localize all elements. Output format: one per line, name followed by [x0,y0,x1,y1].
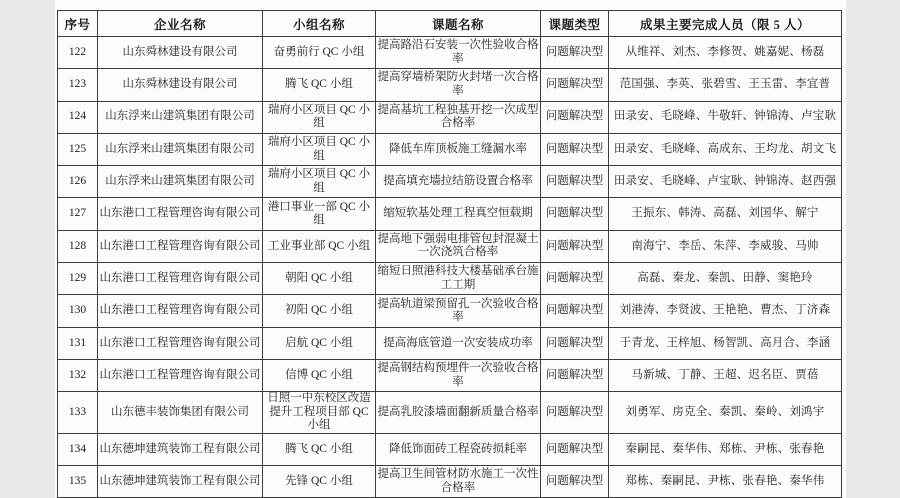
cell-topic-name: 提高轨道梁预留孔一次验收合格率 [376,295,541,327]
cell-topic-name: 提高穿墙桥架防火封堵一次合格率 [376,69,541,101]
cell-company-name: 山东港口工程管理咨询有限公司 [98,327,263,359]
table-row [58,327,842,359]
qc-results-table [57,10,842,498]
cell-serial-number: 129 [58,263,98,295]
cell-company-name: 山东德丰装饰集团有限公司 [98,392,263,434]
cell-topic-type: 问题解决型 [541,433,609,465]
document-page [55,0,846,498]
col-header-company-name: 企业名称 [98,11,263,37]
table-row [58,433,842,465]
cell-serial-number: 126 [58,166,98,198]
cell-members: 刘港涛、李贤波、王艳艳、曹杰、丁济森 [609,295,842,327]
cell-group-name: 先锋 QC 小组 [263,466,376,498]
cell-group-name: 工业事业部 QC 小组 [263,230,376,262]
cell-topic-type: 问题解决型 [541,295,609,327]
table-row [58,263,842,295]
cell-company-name: 山东港口工程管理咨询有限公司 [98,359,263,391]
cell-topic-type: 问题解决型 [541,359,609,391]
cell-topic-type: 问题解决型 [541,37,609,69]
table-row [58,198,842,230]
cell-serial-number: 128 [58,230,98,262]
cell-group-name: 初阳 QC 小组 [263,295,376,327]
cell-topic-type: 问题解决型 [541,230,609,262]
cell-topic-name: 提高乳胶漆墙面翻新质量合格率 [376,392,541,434]
cell-serial-number: 127 [58,198,98,230]
col-header-group-name: 小组名称 [263,11,376,37]
cell-members: 田录安、毛晓峰、卢宝耿、钟锦涛、赵西强 [609,166,842,198]
cell-group-name: 港口事业一部 QC 小组 [263,198,376,230]
cell-topic-name: 提高钢结构预埋件一次验收合格率 [376,359,541,391]
cell-group-name: 朝阳 QC 小组 [263,263,376,295]
table-row [58,69,842,101]
cell-company-name: 山东港口工程管理咨询有限公司 [98,295,263,327]
table-row [58,166,842,198]
cell-group-name: 瑞府小区项目 QC 小组 [263,101,376,133]
table-row [58,230,842,262]
cell-topic-name: 提高海底管道一次安装成功率 [376,327,541,359]
cell-members: 于青龙、王梓旭、杨智凯、高月合、李涵 [609,327,842,359]
cell-serial-number: 134 [58,433,98,465]
cell-company-name: 山东舜林建设有限公司 [98,69,263,101]
cell-topic-type: 问题解决型 [541,392,609,434]
cell-topic-type: 问题解决型 [541,133,609,165]
cell-group-name: 信博 QC 小组 [263,359,376,391]
cell-topic-type: 问题解决型 [541,327,609,359]
cell-topic-name: 降低车库顶板施工缝漏水率 [376,133,541,165]
cell-serial-number: 125 [58,133,98,165]
table-row [58,101,842,133]
col-header-topic-type: 课题类型 [541,11,609,37]
cell-company-name: 山东港口工程管理咨询有限公司 [98,198,263,230]
cell-serial-number: 133 [58,392,98,434]
cell-serial-number: 132 [58,359,98,391]
cell-serial-number: 122 [58,37,98,69]
cell-topic-name: 提高填充墙拉结筋设置合格率 [376,166,541,198]
cell-serial-number: 135 [58,466,98,498]
col-header-serial-number: 序号 [58,11,98,37]
cell-members: 从维祥、刘杰、李修贺、姚嘉妮、杨磊 [609,37,842,69]
cell-topic-type: 问题解决型 [541,263,609,295]
cell-group-name: 日照一中东校区改造提升工程项目部 QC 小组 [263,392,376,434]
cell-topic-name: 缩短软基处理工程真空恒载期 [376,198,541,230]
cell-group-name: 启航 QC 小组 [263,327,376,359]
cell-company-name: 山东浮来山建筑集团有限公司 [98,133,263,165]
cell-serial-number: 130 [58,295,98,327]
cell-company-name: 山东舜林建设有限公司 [98,37,263,69]
cell-topic-type: 问题解决型 [541,466,609,498]
col-header-members: 成果主要完成人员（限 5 人） [609,11,842,37]
table-row [58,295,842,327]
cell-members: 田录安、毛晓峰、牛敬轩、钟锦涛、卢宝耿 [609,101,842,133]
header-row [58,11,842,37]
cell-members: 田录安、毛晓峰、高成东、王均龙、胡文飞 [609,133,842,165]
cell-group-name: 奋勇前行 QC 小组 [263,37,376,69]
cell-serial-number: 124 [58,101,98,133]
cell-topic-type: 问题解决型 [541,69,609,101]
cell-members: 秦嗣昆、秦华伟、郑栋、尹栋、张春艳 [609,433,842,465]
cell-company-name: 山东德坤建筑装饰工程有限公司 [98,466,263,498]
cell-group-name: 瑞府小区项目 QC 小组 [263,166,376,198]
cell-members: 南海宁、李岳、朱萍、李威骏、马帅 [609,230,842,262]
col-header-topic-name: 课题名称 [376,11,541,37]
cell-company-name: 山东港口工程管理咨询有限公司 [98,230,263,262]
table-row [58,466,842,498]
cell-members: 马新城、丁静、王超、迟名臣、贾蓓 [609,359,842,391]
cell-serial-number: 123 [58,69,98,101]
table-row [58,392,842,434]
cell-company-name: 山东德坤建筑装饰工程有限公司 [98,433,263,465]
cell-members: 刘勇军、房克全、秦凯、秦岭、刘鸿宇 [609,392,842,434]
table-row [58,37,842,69]
cell-members: 郑栋、秦嗣昆、尹栋、张春艳、秦华伟 [609,466,842,498]
cell-topic-type: 问题解决型 [541,101,609,133]
cell-serial-number: 131 [58,327,98,359]
cell-company-name: 山东浮来山建筑集团有限公司 [98,101,263,133]
cell-topic-name: 缩短日照港科技大楼基础承台施工工期 [376,263,541,295]
cell-group-name: 瑞府小区项目 QC 小组 [263,133,376,165]
cell-topic-name: 提高基坑工程独基开挖一次成型合格率 [376,101,541,133]
cell-topic-type: 问题解决型 [541,166,609,198]
cell-company-name: 山东浮来山建筑集团有限公司 [98,166,263,198]
table-row [58,133,842,165]
cell-group-name: 腾飞 QC 小组 [263,433,376,465]
cell-topic-name: 提高卫生间管材防水施工一次性合格率 [376,466,541,498]
cell-topic-name: 降低饰面砖工程瓷砖损耗率 [376,433,541,465]
cell-topic-name: 提高地下强弱电排管包封混凝土一次浇筑合格率 [376,230,541,262]
cell-company-name: 山东港口工程管理咨询有限公司 [98,263,263,295]
cell-topic-type: 问题解决型 [541,198,609,230]
cell-members: 高磊、秦龙、秦凯、田静、窦艳玲 [609,263,842,295]
table-row [58,359,842,391]
cell-group-name: 腾飞 QC 小组 [263,69,376,101]
cell-members: 范国强、李英、张碧雪、王玉雷、李宜普 [609,69,842,101]
cell-topic-name: 提高路沿石安装一次性验收合格率 [376,37,541,69]
cell-members: 王振东、韩涛、高磊、刘国华、解宁 [609,198,842,230]
